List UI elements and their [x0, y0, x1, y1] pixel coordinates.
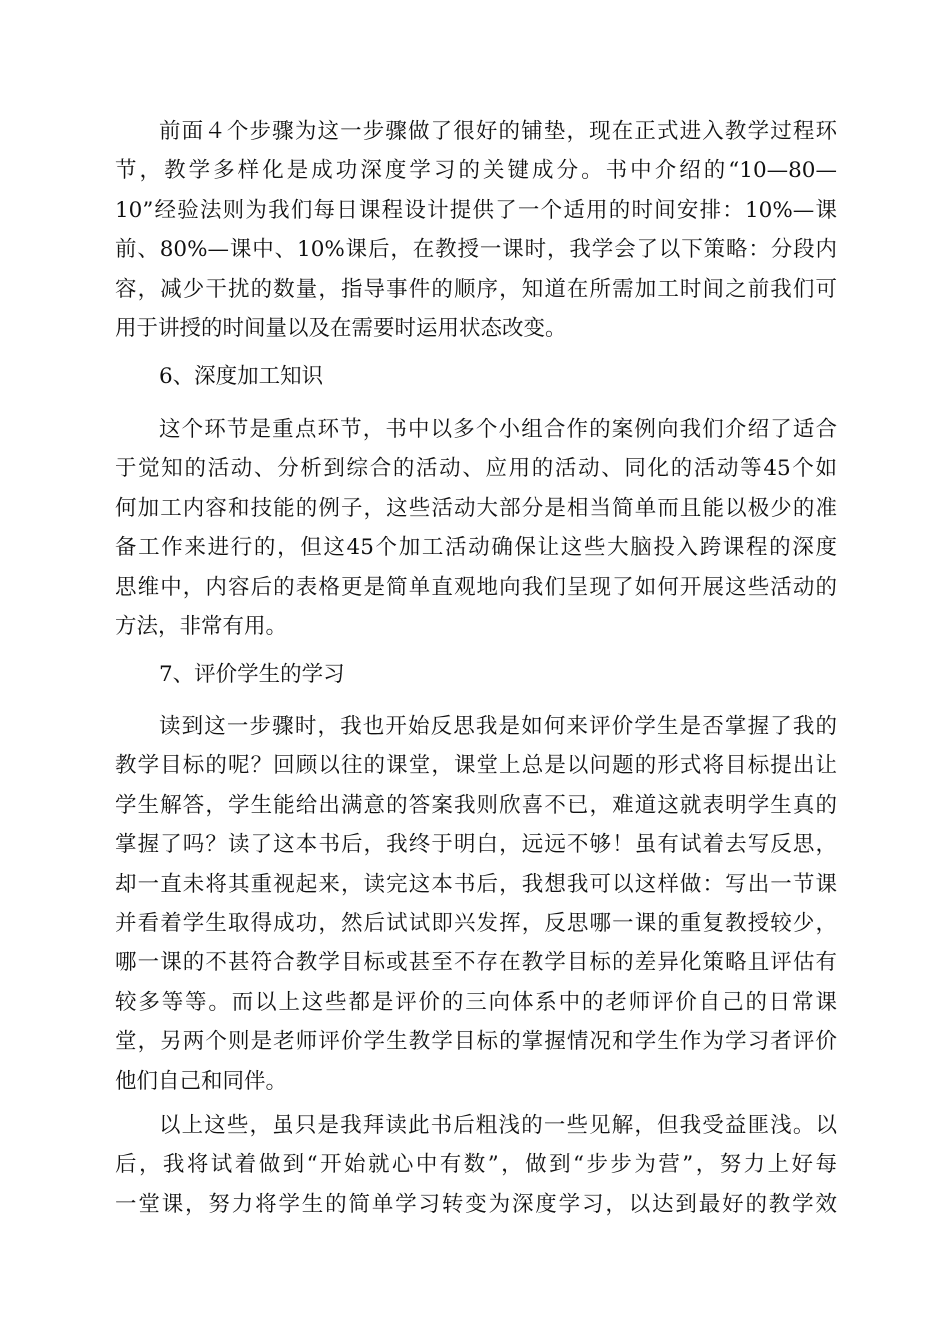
paragraph-4-line-1: 以上这些，虽只是我拜读此书后粗浅的一些见解，但我受益匪浅。以: [159, 1113, 837, 1138]
paragraph-1-line-2: 节，教学多样化是成功深度学习的关键成分。书中介绍的“10—80—: [115, 158, 837, 184]
section-heading-7: 7、评价学生的学习: [159, 662, 345, 687]
paragraph-4-line-3: 一堂课，努力将学生的简单学习转变为深度学习，以达到最好的教学效: [115, 1191, 837, 1217]
paragraph-3-line-6: 并看着学生取得成功，然后试试即兴发挥，反思哪一课的重复教授较少，: [115, 911, 837, 937]
paragraph-2-line-2: 于觉知的活动、分析到综合的活动、应用的活动、同化的活动等45个如: [115, 456, 837, 482]
paragraph-1-line-5: 容，减少干扰的数量，指导事件的顺序，知道在所需加工时间之前我们可: [115, 276, 837, 302]
paragraph-2-line-3: 何加工内容和技能的例子，这些活动大部分是相当简单而且能以极少的准: [115, 495, 837, 521]
paragraph-4-line-2: 后，我将试着做到“开始就心中有数”，做到“步步为营”，努力上好每: [115, 1152, 838, 1178]
paragraph-3-line-8: 较多等等。而以上这些都是评价的三向体系中的老师评价自己的日常课: [115, 989, 837, 1015]
paragraph-2-line-4: 备工作来进行的，但这45个加工活动确保让这些大脑投入跨课程的深度: [115, 535, 837, 561]
paragraph-3-line-9: 堂，另两个则是老师评价学生教学目标的掌握情况和学生作为学习者评价: [115, 1029, 837, 1055]
paragraph-1-line-4: 前、80%—课中、10%课后，在教授一课时，我学会了以下策略：分段内: [115, 237, 837, 263]
paragraph-3-line-2: 教学目标的呢？回顾以往的课堂，课堂上总是以问题的形式将目标提出让: [115, 753, 837, 779]
paragraph-2-line-1: 这个环节是重点环节，书中以多个小组合作的案例向我们介绍了适合: [159, 417, 837, 442]
paragraph-1-line-1: 前面４个步骤为这一步骤做了很好的铺垫，现在正式进入教学过程环: [159, 119, 837, 144]
paragraph-2: [115, 410, 837, 646]
paragraph-1: [115, 112, 837, 348]
paragraph-3-line-3: 学生解答，学生能给出满意的答案我则欣喜不已，难道这就表明学生真的: [115, 792, 837, 818]
paragraph-3-line-1: 读到这一步骤时，我也开始反思我是如何来评价学生是否掌握了我的: [159, 714, 837, 739]
paragraph-2-line-6: 方法，非常有用。: [115, 614, 288, 640]
paragraph-3-line-4: 掌握了吗？读了这本书后，我终于明白，远远不够！虽有试着去写反思，: [115, 832, 837, 858]
paragraph-1-line-3: 10”经验法则为我们每日课程设计提供了一个适用的时间安排：10%—课: [115, 197, 837, 223]
section-heading-6: 6、深度加工知识: [159, 364, 324, 389]
paragraph-4: [115, 1106, 837, 1224]
paragraph-3-line-7: 哪一课的不甚符合教学目标或甚至不存在教学目标的差异化策略且评估有: [115, 950, 837, 976]
paragraph-2-line-5: 思维中，内容后的表格更是简单直观地向我们呈现了如何开展这些活动的: [115, 574, 837, 600]
paragraph-3-line-10: 他们自己和同伴。: [115, 1068, 288, 1094]
paragraph-1-line-6: 用于讲授的时间量以及在需要时运用状态改变。: [115, 316, 567, 342]
paragraph-3-line-5: 却一直未将其重视起来，读完这本书后，我想我可以这样做：写出一节课: [115, 871, 837, 897]
paragraph-3: [115, 707, 837, 1101]
